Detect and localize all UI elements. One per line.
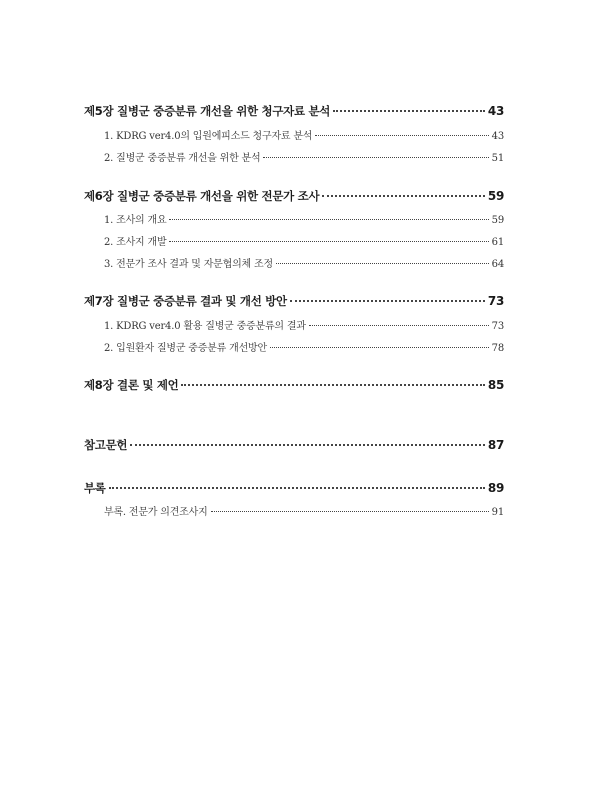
toc-page-number: 89 <box>487 481 504 495</box>
toc-page-number: 61 <box>491 237 504 248</box>
toc-page-number: 59 <box>487 189 504 203</box>
toc-entry-title: 1. KDRG ver4.0의 입원에피소드 청구자료 분석 <box>104 131 313 142</box>
toc-chapter-6[interactable] <box>84 188 504 204</box>
toc-entry-title: 2. 질병군 중증분류 개선을 위한 분석 <box>104 153 261 164</box>
toc-section-6-2[interactable] <box>84 233 504 248</box>
dot-leader <box>263 157 488 158</box>
toc-page-number: 64 <box>491 259 504 270</box>
dot-leader <box>270 347 489 348</box>
toc-page-number: 87 <box>487 438 504 452</box>
toc-entry-title: 제5장 질병군 중증분류 개선을 위한 청구자료 분석 <box>84 104 331 118</box>
dot-leader <box>276 263 489 264</box>
toc-section-7-1[interactable] <box>84 317 504 332</box>
toc-section-6-3[interactable] <box>84 255 504 270</box>
toc-entry-title: 2. 조사지 개발 <box>104 237 167 248</box>
dot-leader <box>211 511 489 512</box>
toc-entry-title: 제7장 질병군 중증분류 결과 및 개선 방안 <box>84 294 287 308</box>
dot-leader <box>309 325 489 326</box>
toc-page-number: 73 <box>491 321 504 332</box>
dot-leader <box>322 195 485 197</box>
toc-chapter-5[interactable] <box>84 103 504 119</box>
toc-appendix-survey[interactable] <box>84 503 504 518</box>
toc-entry-title: 제6장 질병군 중증분류 개선을 위한 전문가 조사 <box>84 189 320 203</box>
toc-entry-title: 참고문헌 <box>84 438 128 452</box>
toc-entry-title: 부록 <box>84 481 106 495</box>
toc-entry-title: 부록. 전문가 의견조사지 <box>104 507 208 518</box>
dot-leader <box>290 300 485 302</box>
dot-leader <box>333 110 485 112</box>
toc-page-number: 51 <box>491 153 504 164</box>
toc-entry-title: 2. 입원환자 질병군 중증분류 개선방안 <box>104 343 267 354</box>
toc-section-5-2[interactable] <box>84 149 504 164</box>
toc-page-number: 43 <box>487 104 504 118</box>
toc-page-number: 91 <box>491 507 504 518</box>
toc-chapter-8[interactable] <box>84 377 504 393</box>
toc-references[interactable] <box>84 437 504 453</box>
dot-leader <box>169 241 488 242</box>
dot-leader <box>109 487 485 489</box>
toc-page-number: 59 <box>491 215 504 226</box>
toc-section-7-2[interactable] <box>84 339 504 354</box>
dot-leader <box>130 444 485 446</box>
toc-section-6-1[interactable] <box>84 211 504 226</box>
toc-entry-title: 제8장 결론 및 제언 <box>84 378 179 392</box>
toc-section-5-1[interactable] <box>84 127 504 142</box>
toc-page-number: 78 <box>491 343 504 354</box>
toc-chapter-7[interactable] <box>84 293 504 309</box>
toc-page-number: 73 <box>487 294 504 308</box>
toc-page-number: 43 <box>491 131 504 142</box>
toc-entry-title: 1. 조사의 개요 <box>104 215 167 226</box>
dot-leader <box>181 384 484 386</box>
toc-page-number: 85 <box>487 378 504 392</box>
toc-entry-title: 3. 전문가 조사 결과 및 자문협의체 조정 <box>104 259 273 270</box>
toc-appendix[interactable] <box>84 480 504 496</box>
dot-leader <box>315 135 488 136</box>
dot-leader <box>169 219 488 220</box>
toc-entry-title: 1. KDRG ver4.0 활용 질병군 중증분류의 결과 <box>104 321 306 332</box>
